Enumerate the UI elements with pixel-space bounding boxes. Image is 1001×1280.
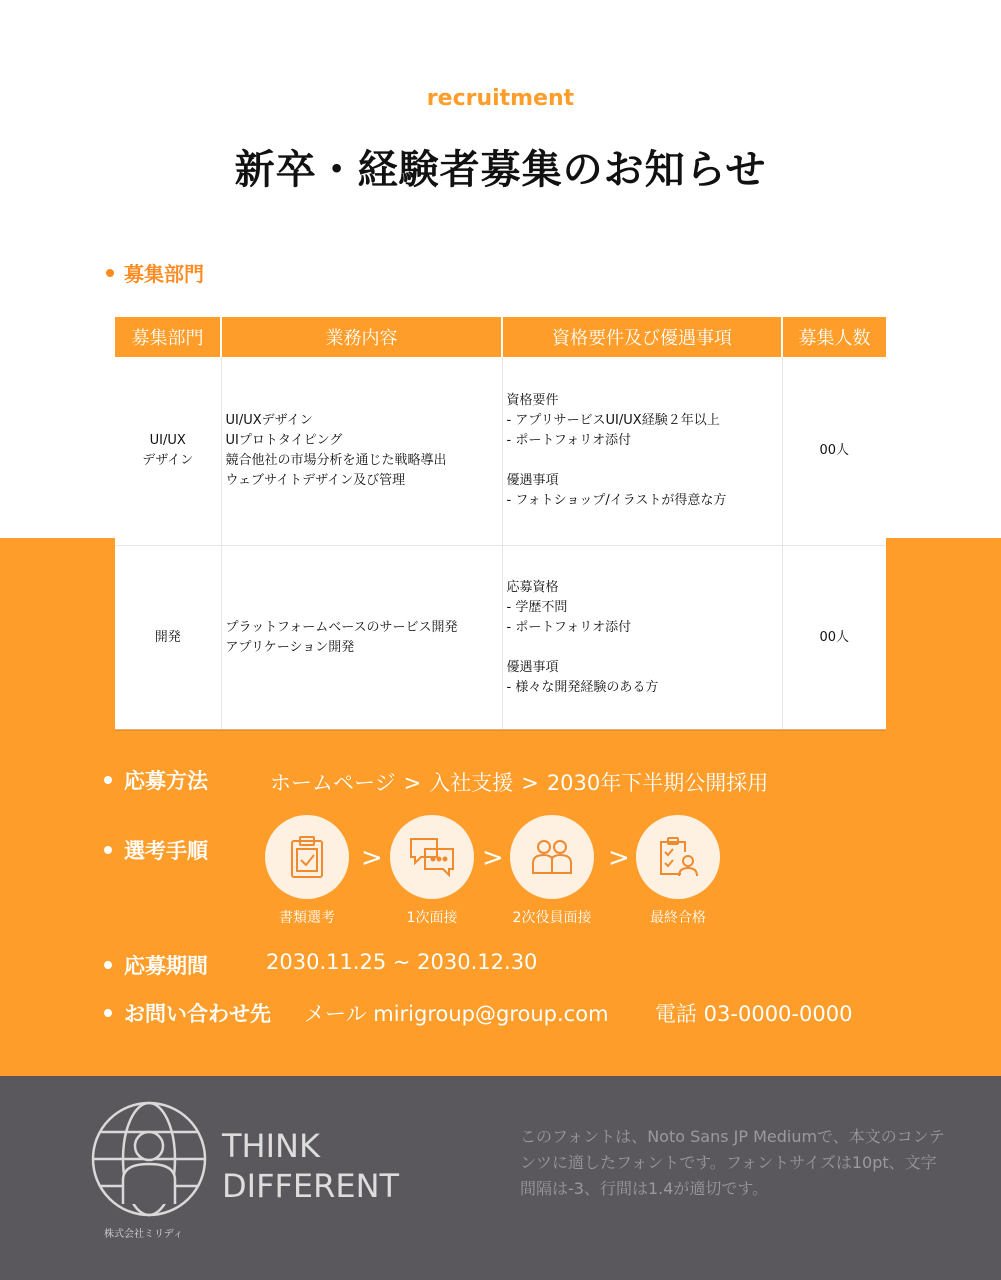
col-header-requirements: 資格要件及び優遇事項 bbox=[502, 317, 782, 357]
table-row bbox=[115, 357, 886, 546]
step-label: 2次役員面接 bbox=[512, 910, 592, 926]
col-header-count: 募集人数 bbox=[782, 317, 886, 357]
cell-count: 00人 bbox=[782, 546, 886, 730]
slogan-line: DIFFERENT bbox=[222, 1167, 400, 1205]
period-label: 応募期間 bbox=[124, 954, 208, 978]
apply-path-step: 2030年下半期公開採用 bbox=[546, 771, 769, 795]
step-label: 最終合格 bbox=[650, 910, 706, 926]
cell-dept: 開発 bbox=[115, 546, 221, 730]
col-header-dept: 募集部門 bbox=[115, 317, 221, 357]
section-title: 募集部門 bbox=[124, 262, 204, 286]
step-item bbox=[510, 815, 594, 927]
chevron-right-icon: > bbox=[482, 843, 504, 873]
globe-person-icon bbox=[90, 1100, 208, 1218]
cell-count: 00人 bbox=[782, 357, 886, 546]
cell-requirements: 資格要件 - アプリサービスUI/UX経験２年以上 - ポートフォリオ添付 優遇事項 - フォトショップ/イラストが得意な方 bbox=[502, 357, 782, 546]
checklist-person-icon bbox=[655, 834, 701, 880]
slogan-line: THINK bbox=[222, 1127, 320, 1165]
eyebrow-text: recruitment bbox=[426, 86, 575, 111]
apply-method-label: 応募方法 bbox=[124, 769, 208, 793]
selection-heading bbox=[104, 835, 208, 865]
step-circle bbox=[265, 815, 349, 899]
bullet-dot-icon bbox=[104, 776, 112, 784]
table-shadow bbox=[115, 729, 886, 731]
period-heading bbox=[104, 950, 208, 980]
step-circle bbox=[390, 815, 474, 899]
apply-method-path bbox=[270, 767, 768, 797]
step-circle bbox=[636, 815, 720, 899]
step-label: 書類選考 bbox=[279, 910, 335, 926]
step-label: 1次面接 bbox=[406, 910, 458, 926]
chevron-right-icon: > bbox=[403, 771, 422, 795]
col-header-work: 業務内容 bbox=[221, 317, 502, 357]
apply-path-step: 入社支援 bbox=[429, 771, 514, 795]
apply-method-heading bbox=[104, 765, 208, 795]
people-icon bbox=[529, 837, 575, 877]
contact-label: お問い合わせ先 bbox=[124, 1002, 271, 1026]
cell-requirements: 応募資格 - 学歴不問 - ポートフォリオ添付 優遇事項 - 様々な開発経験のある方 bbox=[502, 546, 782, 730]
step-circle bbox=[510, 815, 594, 899]
contact-heading bbox=[104, 998, 271, 1028]
bullet-dot-icon bbox=[104, 961, 112, 969]
period-value: 2030.11.25 ~ 2030.12.30 bbox=[266, 950, 538, 974]
chevron-right-icon: > bbox=[608, 843, 630, 873]
step-item bbox=[636, 815, 720, 927]
bullet-dot-icon bbox=[104, 846, 112, 854]
selection-steps bbox=[265, 815, 725, 925]
footer-description: このフォントは、Noto Sans JP Mediumで、本文のコンテンツに適したフォントです。フォントサイズは10pt、文字間隔は-3、行間は1.4が適切です。 bbox=[520, 1127, 945, 1198]
contact-phone: 電話 03-0000-0000 bbox=[655, 1002, 853, 1026]
contact-mail: メール mirigroup@group.com bbox=[304, 1002, 609, 1026]
page-title: 新卒・経験者募集のお知らせ bbox=[234, 147, 767, 193]
table-header-row bbox=[115, 317, 886, 357]
section-heading bbox=[106, 258, 204, 287]
apply-path-step: ホームページ bbox=[270, 771, 396, 795]
step-item bbox=[390, 815, 474, 927]
chevron-right-icon: > bbox=[521, 771, 539, 795]
chat-bubbles-icon bbox=[407, 835, 457, 879]
slogan bbox=[222, 1126, 399, 1206]
clipboard-check-icon bbox=[287, 835, 327, 879]
cell-work: プラットフォームベースのサービス開発 アプリケーション開発 bbox=[221, 546, 502, 730]
table-row bbox=[115, 546, 886, 730]
chevron-right-icon: > bbox=[361, 843, 383, 873]
selection-label: 選考手順 bbox=[124, 839, 208, 863]
step-item bbox=[265, 815, 349, 927]
cell-work: UI/UXデザイン UIプロトタイピング 競合他社の市場分析を通じた戦略導出 ウェブサイトデザイン及び管理 bbox=[221, 357, 502, 546]
cell-dept: UI/UX デザイン bbox=[115, 357, 221, 546]
company-name: 株式会社ミリディ bbox=[104, 1229, 183, 1240]
recruit-table bbox=[115, 317, 886, 730]
bullet-dot-icon bbox=[106, 269, 114, 277]
bullet-dot-icon bbox=[104, 1009, 112, 1017]
